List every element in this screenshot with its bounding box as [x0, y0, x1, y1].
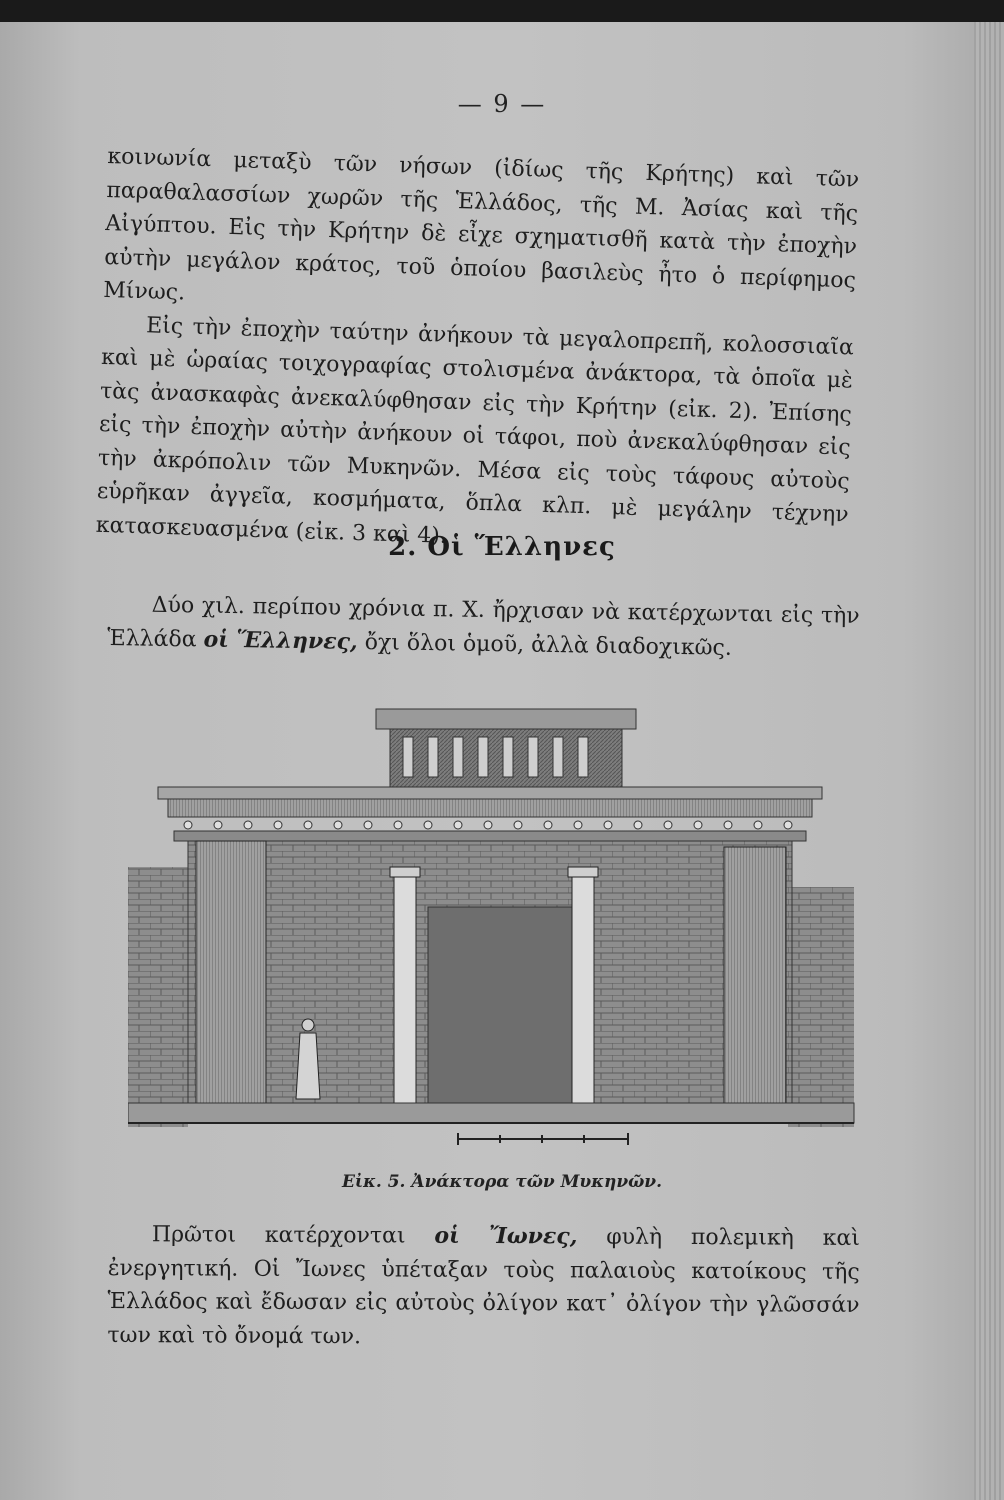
paragraph-3-emphasis: οἱ Ἕλληνες, — [203, 626, 358, 655]
book-page — [0, 22, 1004, 1500]
paragraph-1: κοινωνία μεταξὺ τῶν νήσων (ἰδίως τῆς Κρήτης) καὶ τῶν παραθαλασσίων χωρῶν τῆς Ἑλλάδος, τῆς Μ. Ἀσίας καὶ τῆς Αἰγύπτου. Εἰς τὴν Κρήτην δὲ εἶχε σχηματισθῆ κατὰ τὴν ἐποχὴν αὐτὴν μεγάλον κράτος, τοῦ ὁποίου βασιλεὺς ἦτο ὁ περίφημος Μίνως. — [102, 143, 860, 306]
paragraph-3-start: Δύο χιλ. περίπου χρόνια π. Χ. ἤρχισαν νὰ κατέρχωνται εἰς τὴν Ἑλλάδα — [107, 592, 860, 653]
paragraph-2: Εἰς τὴν ἐποχὴν ταύτην ἀνήκουν τὰ μεγαλοπρεπῆ, κολοσσιαῖα καὶ μὲ ὡραίας τοιχογραφίας στολισμένα ἀνάκτορα, τὰ ὁποῖα μὲ τὰς ἀνασκαφὰς ἀνεκαλύφθησαν εἰς τὴν Κρήτην (εἰκ. 2). Ἐπίσης εἰς τὴν ἐποχὴν αὐτὴν ἀνήκουν οἱ τάφοι, ποὺ ἀνεκαλύφθησαν εἰς τὴν ἀκρόπολιν τῶν Μυκηνῶν. Μέσα εἰς τοὺς τάφους αὐτοὺς εὑρῆκαν ἀγγεῖα, κοσμήματα, ὅπλα κλπ. μὲ μεγάλην τέχνην κατασκευασμένα (εἰκ. 3 καὶ 4). — [95, 312, 855, 549]
text-block-bottom — [107, 1218, 860, 1356]
text-block-top — [95, 140, 859, 565]
paragraph-3-end: ὄχι ὅλοι ὁμοῦ, ἀλλὰ διαδοχικῶς. — [357, 629, 733, 661]
paragraph-3 — [107, 588, 860, 667]
paragraph-4 — [107, 1218, 860, 1356]
page-number: — 9 — — [457, 90, 547, 118]
paragraph-4-emphasis: οἱ Ἴωνες, — [434, 1222, 578, 1250]
section-heading: 2. Οἱ Ἕλληνες — [388, 532, 616, 562]
figure-caption: Εἰκ. 5. Ἀνάκτορα τῶν Μυκηνῶν. — [341, 1172, 663, 1192]
paragraph-4-start: Πρῶτοι κατέρχονται — [151, 1222, 435, 1249]
paragraph-4-end: φυλὴ πολεμικὴ καὶ ἐνεργητική. Οἱ Ἴωνες ὑπέταξαν τοὺς παλαιοὺς κατοίκους τῆς Ἑλλάδος καὶ ἔδωσαν εἰς αὐτοὺς ὀλίγον κατ᾽ ὀλίγον τὴν γλῶσσάν των καὶ τὸ ὄνομά των. — [107, 1224, 860, 1349]
text-block-middle — [107, 588, 860, 667]
mycenae-palace-illustration — [128, 707, 858, 1157]
page-edge — [974, 22, 1004, 1500]
